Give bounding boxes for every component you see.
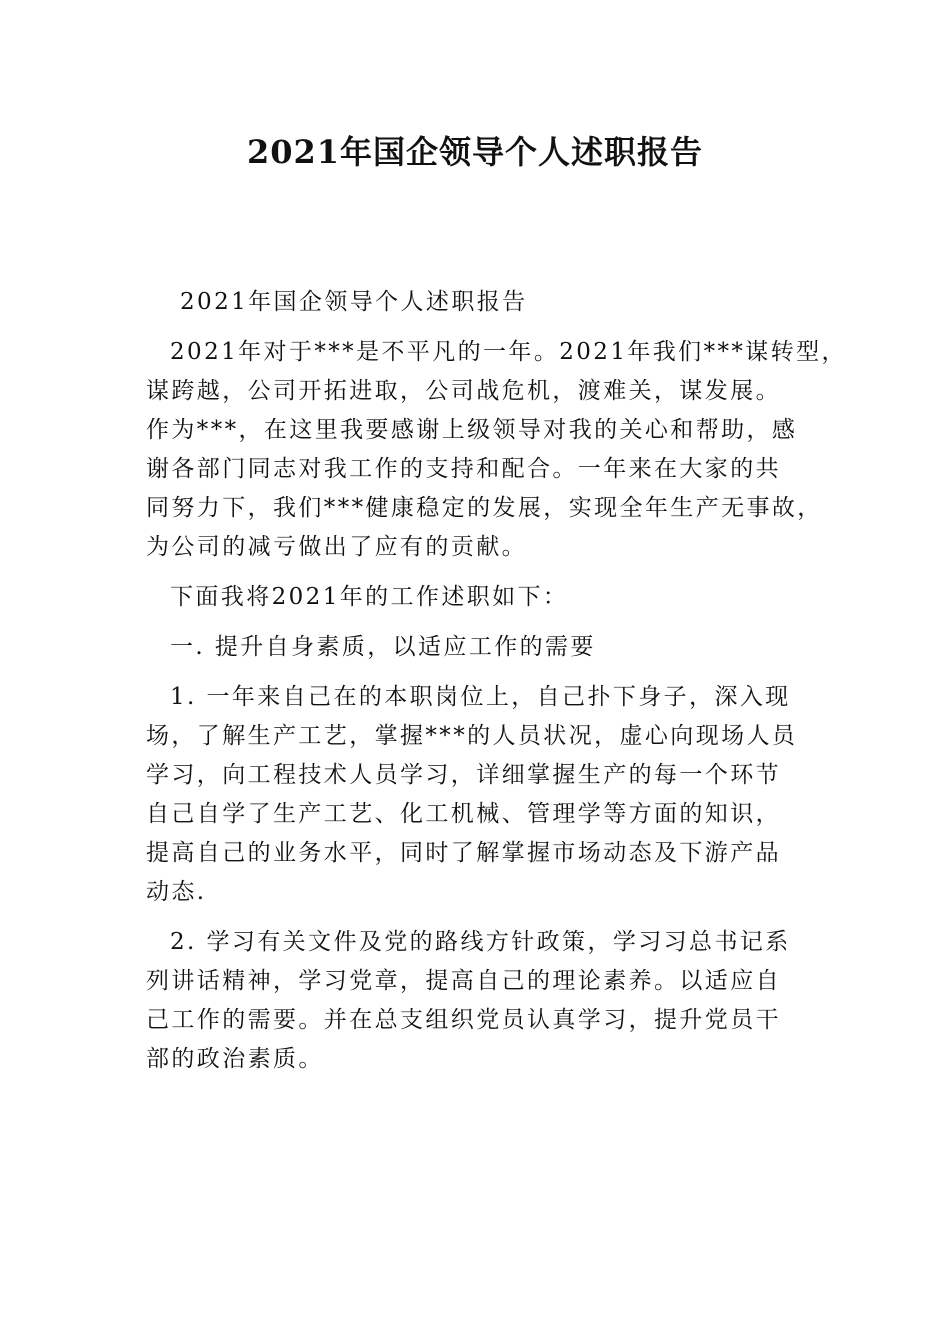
paragraph-2 — [146, 578, 826, 617]
paragraph-line: 动态. — [146, 879, 207, 905]
paragraph-item-1 — [146, 678, 826, 912]
paragraph-line: 下面我将2021年的工作述职如下： — [170, 584, 569, 610]
paragraph-line: 2. 学习有关文件及党的路线方针政策，学习习总书记系 — [170, 929, 791, 955]
paragraph-line: 场，了解生产工艺，掌握***的人员状况，虚心向现场人员 — [146, 723, 798, 749]
paragraph-line: 学习，向工程技术人员学习，详细掌握生产的每一个环节 — [146, 762, 781, 788]
paragraph-line: 列讲话精神，学习党章，提高自己的理论素养。以适应自 — [146, 968, 781, 994]
paragraph-line: 谋跨越，公司开拓进取，公司战危机，渡难关，谋发展。 — [146, 378, 781, 404]
paragraph-line: 1. 一年来自己在的本职岗位上，自己扑下身子，深入现 — [170, 684, 791, 710]
paragraph-1 — [146, 333, 847, 567]
document-subtitle: 2021年国企领导个人述职报告 — [180, 289, 528, 315]
section-heading-1 — [146, 628, 826, 667]
paragraph-line: 自己自学了生产工艺、化工机械、管理学等方面的知识， — [146, 801, 781, 827]
paragraph-line: 为公司的减亏做出了应有的贡献。 — [146, 534, 527, 560]
paragraph-line: 2021年对于***是不平凡的一年。2021年我们***谋转型， — [170, 339, 847, 365]
paragraph-line: 己工作的需要。并在总支组织党员认真学习，提升党员干 — [146, 1007, 781, 1033]
paragraph-line: 同努力下，我们***健康稳定的发展，实现全年生产无事故， — [146, 495, 823, 521]
paragraph-line: 部的政治素质。 — [146, 1046, 324, 1072]
document-body — [146, 283, 847, 1079]
paragraph-item-2 — [146, 923, 826, 1079]
paragraph-line: 作为***，在这里我要感谢上级领导对我的关心和帮助，感 — [146, 417, 798, 443]
paragraph-line: 一. 提升自身素质，以适应工作的需要 — [170, 634, 596, 660]
paragraph-line: 提高自己的业务水平，同时了解掌握市场动态及下游产品 — [146, 840, 781, 866]
paragraph-line: 谢各部门同志对我工作的支持和配合。一年来在大家的共 — [146, 456, 781, 482]
document-title: 2021年国企领导个人述职报告 — [246, 133, 704, 171]
